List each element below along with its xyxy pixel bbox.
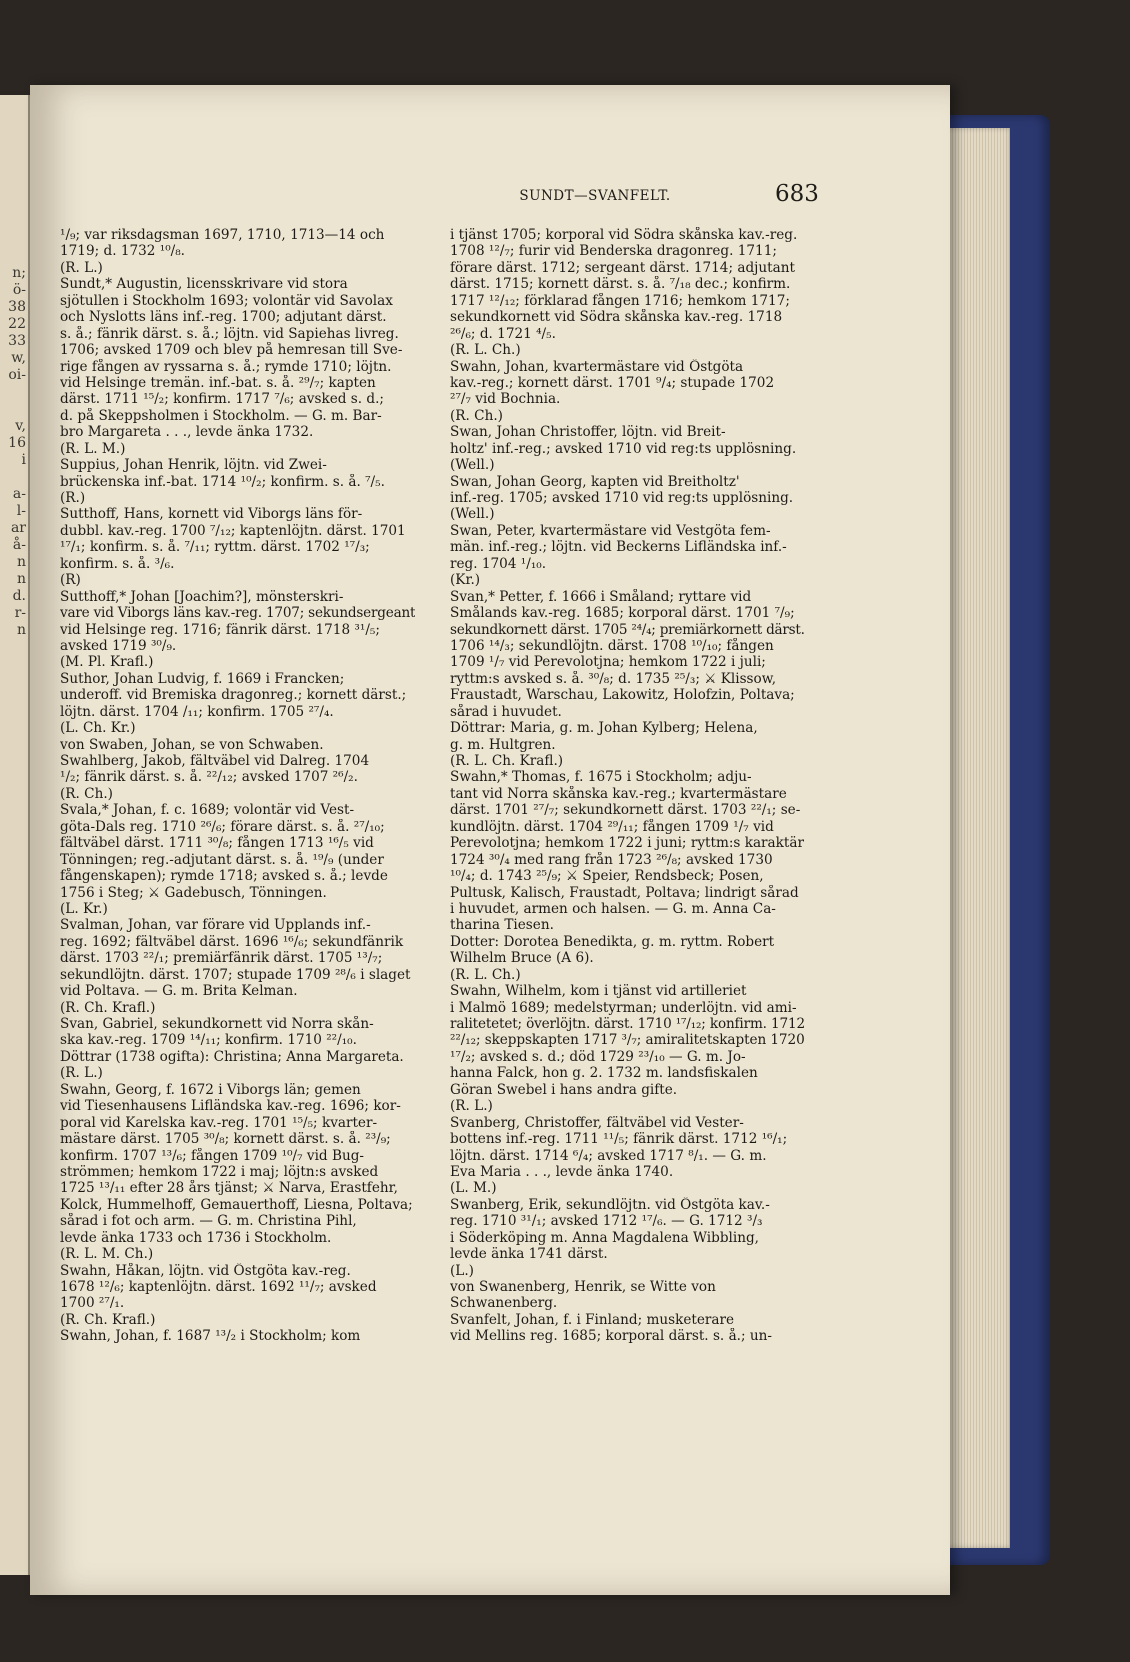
text-line: fångenskapen); rymde 1718; avsked s. å.; levde	[60, 868, 388, 885]
text-line: 1709 ¹/₇ vid Perevolotjna; hemkom 1722 i juli;	[450, 654, 766, 671]
text-line: 1706 ¹⁴/₃; sekundlöjtn. därst. 1708 ¹⁰/₁₀; fången	[450, 637, 774, 654]
text-line: ska kav.-reg. 1709 ¹⁴/₁₁; konfirm. 1710 ²²/₁₀.	[60, 1032, 357, 1049]
text-line: ¹/₉; var riksdagsman 1697, 1710, 1713—14 och	[60, 227, 385, 243]
text-line: 1706; avsked 1709 och blev på hemresan till Sve-	[60, 342, 403, 359]
left-page-fragment: n;	[12, 265, 26, 281]
text-line: vid Poltava. — G. m. Brita Kelman.	[60, 983, 298, 1000]
left-page-fragment: l-	[16, 503, 26, 519]
text-line: reg. 1710 ³¹/₁; avsked 1712 ¹⁷/₆. — G. 1712 ³/₃	[450, 1213, 763, 1230]
text-line: och Nyslotts läns inf.-reg. 1700; adjutant därst.	[60, 309, 387, 326]
text-line: (R. Ch.)	[450, 407, 503, 424]
text-line: reg. 1692; fältväbel därst. 1696 ¹⁶/₆; sekundfänrik	[60, 933, 404, 950]
text-line: 1678 ¹²/₆; kaptenlöjtn. därst. 1692 ¹¹/₇; avsked	[60, 1279, 377, 1295]
text-line: ²²/₁₂; skeppskapten 1717 ³/₇; amiralitetskapten 1720	[450, 1032, 805, 1049]
text-line: konfirm. s. å. ³/₆.	[60, 555, 175, 572]
text-line: Döttrar (1738 ogifta): Christina; Anna Margareta.	[60, 1048, 404, 1065]
text-line: ¹⁷/₁; konfirm. s. å. ⁷/₁₁; ryttm. därst. 1702 ¹⁷/₃;	[60, 539, 370, 556]
text-line: sekundlöjtn. därst. 1707; stupade 1709 ²⁸/₆ i slaget	[60, 966, 411, 983]
text-line: (R. L. Ch.)	[450, 966, 521, 983]
running-title: SUNDT—SVANFELT.	[519, 188, 671, 204]
text-line: Svanberg, Christoffer, fältväbel vid Vester-	[450, 1114, 744, 1131]
text-line: reg. 1704 ¹/₁₀.	[450, 555, 547, 572]
text-line: bro Margareta . . ., levde änka 1732.	[60, 424, 314, 441]
text-line: Swan, Peter, kvartermästare vid Vestgöta fem-	[450, 522, 771, 539]
text-line: Svan, Gabriel, sekundkornett vid Norra skån-	[60, 1016, 374, 1032]
text-line: levde änka 1733 och 1736 i Stockholm.	[60, 1229, 332, 1246]
left-page-fragment: 22	[8, 316, 26, 332]
text-line: i Söderköping m. Anna Magdalena Wibbling,	[450, 1229, 760, 1246]
text-line: 1725 ¹³/₁₁ efter 28 års tjänst; ⚔ Narva, Erastfehr,	[60, 1180, 398, 1197]
text-line: 1724 ³⁰/₄ med rang från 1723 ²⁶/₈; avsked 1730	[450, 851, 773, 868]
text-line: Suthor, Johan Ludvig, f. 1669 i Francken;	[60, 670, 345, 687]
text-line: brückenska inf.-bat. 1714 ¹⁰/₂; konfirm. s. å. ⁷/₅.	[60, 473, 385, 490]
text-line: poral vid Karelska kav.-reg. 1701 ¹⁵/₅; kvarter-	[60, 1114, 378, 1131]
text-line: (R. Ch.)	[60, 785, 113, 802]
text-line: 1708 ¹²/₇; furir vid Benderska dragonreg. 1711;	[450, 243, 777, 260]
text-line: män. inf.-reg.; löjtn. vid Beckerns Lifländska inf.-	[450, 539, 787, 556]
text-line: i huvudet, armen och halsen. — G. m. Anna Ca-	[450, 900, 776, 917]
text-line: Sutthoff,* Johan [Joachim?], mönsterskri-	[60, 588, 344, 605]
text-line: (L. Kr.)	[60, 900, 108, 917]
text-line: 1719; d. 1732 ¹⁰/₈.	[60, 243, 186, 260]
left-page-fragment: r-	[14, 605, 26, 621]
text-line: ralitetetet; överlöjtn. därst. 1710 ¹⁷/₁₂; konfirm. 1712	[450, 1016, 805, 1032]
text-line: ¹⁷/₂; avsked s. d.; död 1729 ²³/₁₀ — G. m. Jo-	[450, 1048, 746, 1065]
text-line: 1756 i Steg; ⚔ Gadebusch, Tönningen.	[60, 884, 327, 901]
text-line: tharina Tiesen.	[450, 917, 554, 934]
text-line: sekundkornett vid Södra skånska kav.-reg. 1718	[450, 309, 783, 326]
text-line: ²⁶/₆; d. 1721 ⁴/₅.	[450, 325, 556, 342]
text-line: von Swanenberg, Henrik, se Witte von	[450, 1279, 716, 1295]
text-line: Svala,* Johan, f. c. 1689; volontär vid Vest-	[60, 802, 355, 819]
text-line: (R)	[60, 572, 81, 589]
text-line: Swahn, Johan, f. 1687 ¹³/₂ i Stockholm; kom	[60, 1328, 361, 1345]
text-line: vare vid Viborgs läns kav.-reg. 1707; sekundsergeant	[60, 605, 415, 622]
text-line: s. å.; fänrik därst. s. å.; löjtn. vid Sapiehas livreg.	[60, 325, 399, 342]
left-page-fragment: n	[16, 554, 26, 570]
text-line: Göran Swebel i hans andra gifte.	[450, 1081, 678, 1098]
text-line: ¹⁰/₄; d. 1743 ²⁵/₉; ⚔ Speier, Rendsbeck; Posen,	[450, 868, 764, 885]
text-line: Swan, Johan Christoffer, löjtn. vid Breit-	[450, 424, 726, 441]
text-line: Sutthoff, Hans, kornett vid Viborgs läns för-	[60, 506, 363, 523]
left-page-fragment: i	[21, 452, 26, 468]
left-column	[60, 227, 415, 1345]
text-line: Döttrar: Maria, g. m. Johan Kylberg; Helena,	[450, 720, 758, 737]
text-line: Svanfelt, Johan, f. i Finland; musketerare	[450, 1311, 735, 1328]
text-line: Fraustadt, Warschau, Lakowitz, Holofzin, Poltava;	[450, 687, 795, 704]
text-line: (M. Pl. Krafl.)	[60, 654, 154, 671]
text-line: (R. L.)	[60, 259, 103, 276]
text-line: Svan,* Petter, f. 1666 i Småland; ryttare vid	[450, 588, 752, 605]
text-line: löjtn. därst. 1704 /₁₁; konfirm. 1705 ²⁷/₄.	[60, 703, 334, 720]
text-line: Suppius, Johan Henrik, löjtn. vid Zwei-	[60, 457, 327, 474]
text-line: Swanberg, Erik, sekundlöjtn. vid Östgöta kav.-	[450, 1196, 770, 1213]
text-line: inf.-reg. 1705; avsked 1710 vid reg:ts upplösning.	[450, 490, 794, 506]
text-line: i Malmö 1689; medelstyrman; underlöjtn. vid ami-	[450, 999, 797, 1016]
text-line: dubbl. kav.-reg. 1700 ⁷/₁₂; kaptenlöjtn. därst. 1701	[60, 522, 406, 539]
text-line: kundlöjtn. därst. 1704 ²⁹/₁₁; fången 1709 ¹/₇ vid	[450, 818, 774, 835]
text-line: ¹/₂; fänrik därst. s. å. ²²/₁₂; avsked 1707 ²⁶/₂.	[60, 769, 358, 786]
left-page-fragment: å-	[12, 537, 26, 553]
text-line: vid Helsinge tremän. inf.-bat. s. å. ²⁹/₇; kapten	[60, 374, 376, 391]
left-page-fragment: n	[16, 622, 26, 638]
text-line: (R. L. M.)	[60, 440, 126, 457]
text-line: Swahn, Wilhelm, kom i tjänst vid artilleriet	[450, 983, 747, 1000]
left-page-fragment: d.	[12, 588, 26, 604]
left-page-fragment: n	[16, 571, 26, 587]
text-line: göta-Dals reg. 1710 ²⁶/₆; förare därst. s. å. ²⁷/₁₀;	[60, 818, 385, 835]
text-line: (R. L. Ch.)	[450, 342, 521, 359]
text-line: Eva Maria . . ., levde änka 1740.	[450, 1163, 674, 1180]
running-head	[0, 188, 1130, 204]
right-column	[450, 227, 805, 1345]
text-line: löjtn. därst. 1714 ⁶/₄; avsked 1717 ⁸/₁. — G. m.	[450, 1147, 767, 1164]
left-page-text-fragments	[0, 265, 26, 639]
text-line: i tjänst 1705; korporal vid Södra skånska kav.-reg.	[450, 227, 798, 243]
text-line: (Well.)	[450, 506, 495, 523]
text-line: g. m. Hultgren.	[450, 736, 556, 753]
text-line: (R. Ch. Krafl.)	[60, 1311, 156, 1328]
text-line: Swan, Johan Georg, kapten vid Breitholtz'	[450, 473, 740, 490]
text-line: (R. L.)	[450, 1098, 493, 1115]
text-line: (R. L. M. Ch.)	[60, 1246, 154, 1263]
text-line: avsked 1719 ³⁰/₉.	[60, 637, 177, 654]
text-line: Swahlberg, Jakob, fältväbel vid Dalreg. 1704	[60, 753, 370, 769]
text-line: Swahn, Johan, kvartermästare vid Östgöta	[450, 358, 744, 375]
left-page-fragment: w,	[11, 350, 26, 366]
left-page-fragment: 33	[8, 333, 26, 349]
text-line: (R. L. Ch. Krafl.)	[450, 753, 564, 769]
text-line: Pultusk, Kalisch, Fraustadt, Poltava; lindrigt sårad	[450, 884, 799, 901]
text-line: (L. M.)	[450, 1180, 497, 1197]
text-line: von Swaben, Johan, se von Schwaben.	[60, 736, 324, 753]
text-line: Sundt,* Augustin, licensskrivare vid stora	[60, 276, 348, 293]
left-page-fragment: oi-	[8, 367, 26, 383]
left-page-fragment: 38	[8, 299, 26, 315]
text-line: ²⁷/₇ vid Bochnia.	[450, 391, 561, 408]
text-line: vid Tiesenhausens Lifländska kav.-reg. 1696; kor-	[60, 1098, 401, 1115]
left-page-fragment	[0, 401, 26, 418]
text-line: sårad i huvudet.	[450, 703, 562, 720]
text-line: konfirm. 1707 ¹³/₆; fången 1709 ¹⁰/₇ vid Bug-	[60, 1147, 364, 1164]
left-page-fragment: 16	[8, 435, 26, 451]
text-line: Swahn, Georg, f. 1672 i Viborgs län; gemen	[60, 1081, 361, 1098]
text-line: strömmen; hemkom 1722 i maj; löjtn:s avsked	[60, 1163, 379, 1180]
text-line: sjötullen i Stockholm 1693; volontär vid Savolax	[60, 292, 393, 309]
text-line: sekundkornett därst. 1705 ²⁴/₄; premiärkornett därst.	[450, 621, 805, 638]
text-line: kav.-reg.; kornett därst. 1701 ⁹/₄; stupade 1702	[450, 374, 775, 391]
left-page-fragment: a-	[12, 486, 26, 502]
text-line: Tönningen; reg.-adjutant därst. s. å. ¹⁹/₉ (under	[60, 851, 384, 868]
text-line: Kolck, Hummelhoff, Gemauerthoff, Liesna, Poltava;	[60, 1196, 413, 1213]
text-line: mästare därst. 1705 ³⁰/₈; kornett därst. s. å. ²³/₉;	[60, 1131, 391, 1148]
text-line: fältväbel därst. 1711 ³⁰/₈; fången 1713 ¹⁶/₅ vid	[60, 835, 374, 852]
text-line: ryttm:s avsked s. å. ³⁰/₈; d. 1735 ²⁵/₃; ⚔ Klissow,	[450, 670, 777, 687]
text-line: Perevolotjna; hemkom 1722 i juni; ryttm:s karaktär	[450, 835, 804, 852]
text-line: (L. Ch. Kr.)	[60, 720, 136, 737]
text-line: rige fången av ryssarna s. å.; rymde 1710; löjtn.	[60, 358, 392, 375]
text-line: levde änka 1741 därst.	[450, 1246, 608, 1263]
left-page-fragment	[0, 384, 26, 401]
text-line: (Well.)	[450, 457, 495, 474]
text-line: därst. 1715; kornett därst. s. å. ⁷/₁₈ dec.; konfirm.	[450, 276, 791, 293]
text-line: vid Mellins reg. 1685; korporal därst. s. å.; un-	[450, 1328, 773, 1345]
text-line: sårad i fot och arm. — G. m. Christina Pihl,	[60, 1213, 357, 1230]
left-page-fragment: v,	[15, 418, 26, 434]
text-line: 1700 ²⁷/₁.	[60, 1295, 125, 1312]
text-line: holtz' inf.-reg.; avsked 1710 vid reg:ts upplösning.	[450, 440, 797, 457]
text-line: d. på Skeppsholmen i Stockholm. — G. m. Bar-	[60, 407, 382, 424]
text-line: därst. 1703 ²²/₁; premiärfänrik därst. 1705 ¹³/₇;	[60, 950, 383, 967]
text-line: bottens inf.-reg. 1711 ¹¹/₅; fänrik därst. 1712 ¹⁶/₁;	[450, 1131, 788, 1148]
text-line: (R.)	[60, 490, 86, 506]
text-line: (L.)	[450, 1262, 474, 1279]
text-line: (R. L.)	[60, 1065, 103, 1082]
text-line: Swahn,* Thomas, f. 1675 i Stockholm; adju-	[450, 769, 752, 786]
left-page-fragment	[0, 469, 26, 486]
text-line: därst. 1711 ¹⁵/₂; konfirm. 1717 ⁷/₆; avsked s. d.;	[60, 391, 384, 408]
text-line: Schwanenberg.	[450, 1295, 558, 1312]
text-line: därst. 1701 ²⁷/₇; sekundkornett därst. 1703 ²²/₁; se-	[450, 802, 801, 819]
page-number: 683	[775, 181, 819, 207]
text-line: Dotter: Dorotea Benedikta, g. m. ryttm. Robert	[450, 933, 775, 950]
text-line: Wilhelm Bruce (A 6).	[450, 950, 594, 967]
text-line: Svalman, Johan, var förare vid Upplands inf.-	[60, 917, 371, 934]
text-line: (R. Ch. Krafl.)	[60, 999, 156, 1016]
text-line: underoff. vid Bremiska dragonreg.; kornett därst.;	[60, 687, 407, 704]
text-line: 1717 ¹²/₁₂; förklarad fången 1716; hemkom 1717;	[450, 292, 790, 309]
text-line: Swahn, Håkan, löjtn. vid Östgöta kav.-reg.	[60, 1262, 351, 1279]
text-line: tant vid Norra skånska kav.-reg.; kvartermästare	[450, 785, 787, 802]
text-line: hanna Falck, hon g. 2. 1732 m. landsfiskalen	[450, 1065, 758, 1082]
text-line: förare därst. 1712; sergeant därst. 1714; adjutant	[450, 259, 795, 276]
left-page-fragment: ar	[10, 520, 26, 536]
left-page-fragment: ö-	[12, 282, 26, 298]
text-line: (Kr.)	[450, 572, 481, 589]
text-line: Smålands kav.-reg. 1685; korporal därst. 1701 ⁷/₉;	[450, 605, 795, 622]
text-line: vid Helsinge reg. 1716; fänrik därst. 1718 ³¹/₅;	[60, 621, 380, 638]
